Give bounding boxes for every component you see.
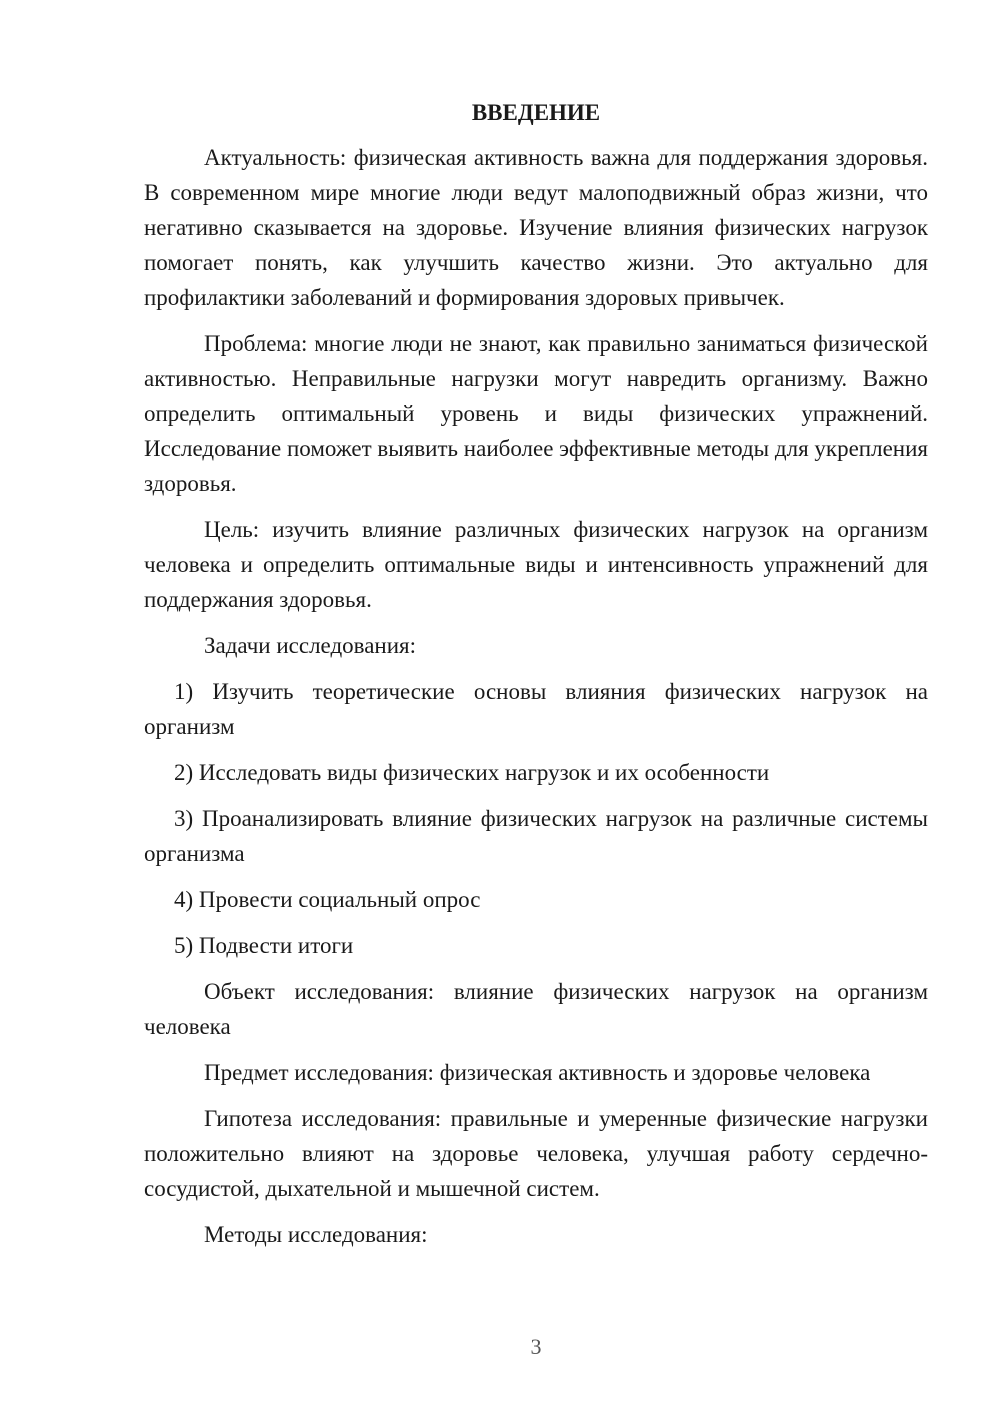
tasks-title: Задачи исследования: (204, 633, 417, 658)
task-item-4: 4) Провести социальный опрос (174, 887, 481, 912)
paragraph-object: Объект исследования: влияние физических нагрузок на организм человека (144, 979, 928, 1039)
section-heading: ВВЕДЕНИЕ (471, 100, 601, 125)
methods-title: Методы исследования: (204, 1222, 428, 1247)
page-content (144, 95, 928, 1263)
paragraph-relevance: Актуальность: физическая активность важна для поддержания здоровья. В современном мире многие люди ведут малоподвижный образ жизни, что негативно сказывается на здоровье. Изучение влияния физических нагрузок помогает понять, как улучшить качество жизни. Это актуально для профилактики заболеваний и формирования здоровых привычек. (144, 145, 928, 310)
task-item-1: 1) Изучить теоретические основы влияния физических нагрузок на организм (144, 679, 928, 739)
paragraph-goal: Цель: изучить влияние различных физических нагрузок на организм человека и определить оптимальные виды и интенсивность упражнений для поддержания здоровья. (144, 517, 928, 612)
page-number: 3 (530, 1334, 542, 1359)
paragraph-problem: Проблема: многие люди не знают, как правильно заниматься физической активностью. Неправильные нагрузки могут навредить организму. Важно определить оптимальный уровень и виды физических упражнений. Исследование поможет выявить наиболее эффективные методы для укрепления здоровья. (144, 331, 928, 496)
paragraph-hypothesis: Гипотеза исследования: правильные и умеренные физические нагрузки положительно влияют на здоровье человека, улучшая работу сердечно-сосудистой, дыхательной и мышечной систем. (144, 1106, 928, 1201)
task-item-2: 2) Исследовать виды физических нагрузок и их особенности (174, 760, 770, 785)
task-item-5: 5) Подвести итоги (174, 933, 354, 958)
task-item-3: 3) Проанализировать влияние физических нагрузок на различные системы организма (144, 806, 928, 866)
paragraph-subject: Предмет исследования: физическая активность и здоровье человека (204, 1060, 871, 1085)
